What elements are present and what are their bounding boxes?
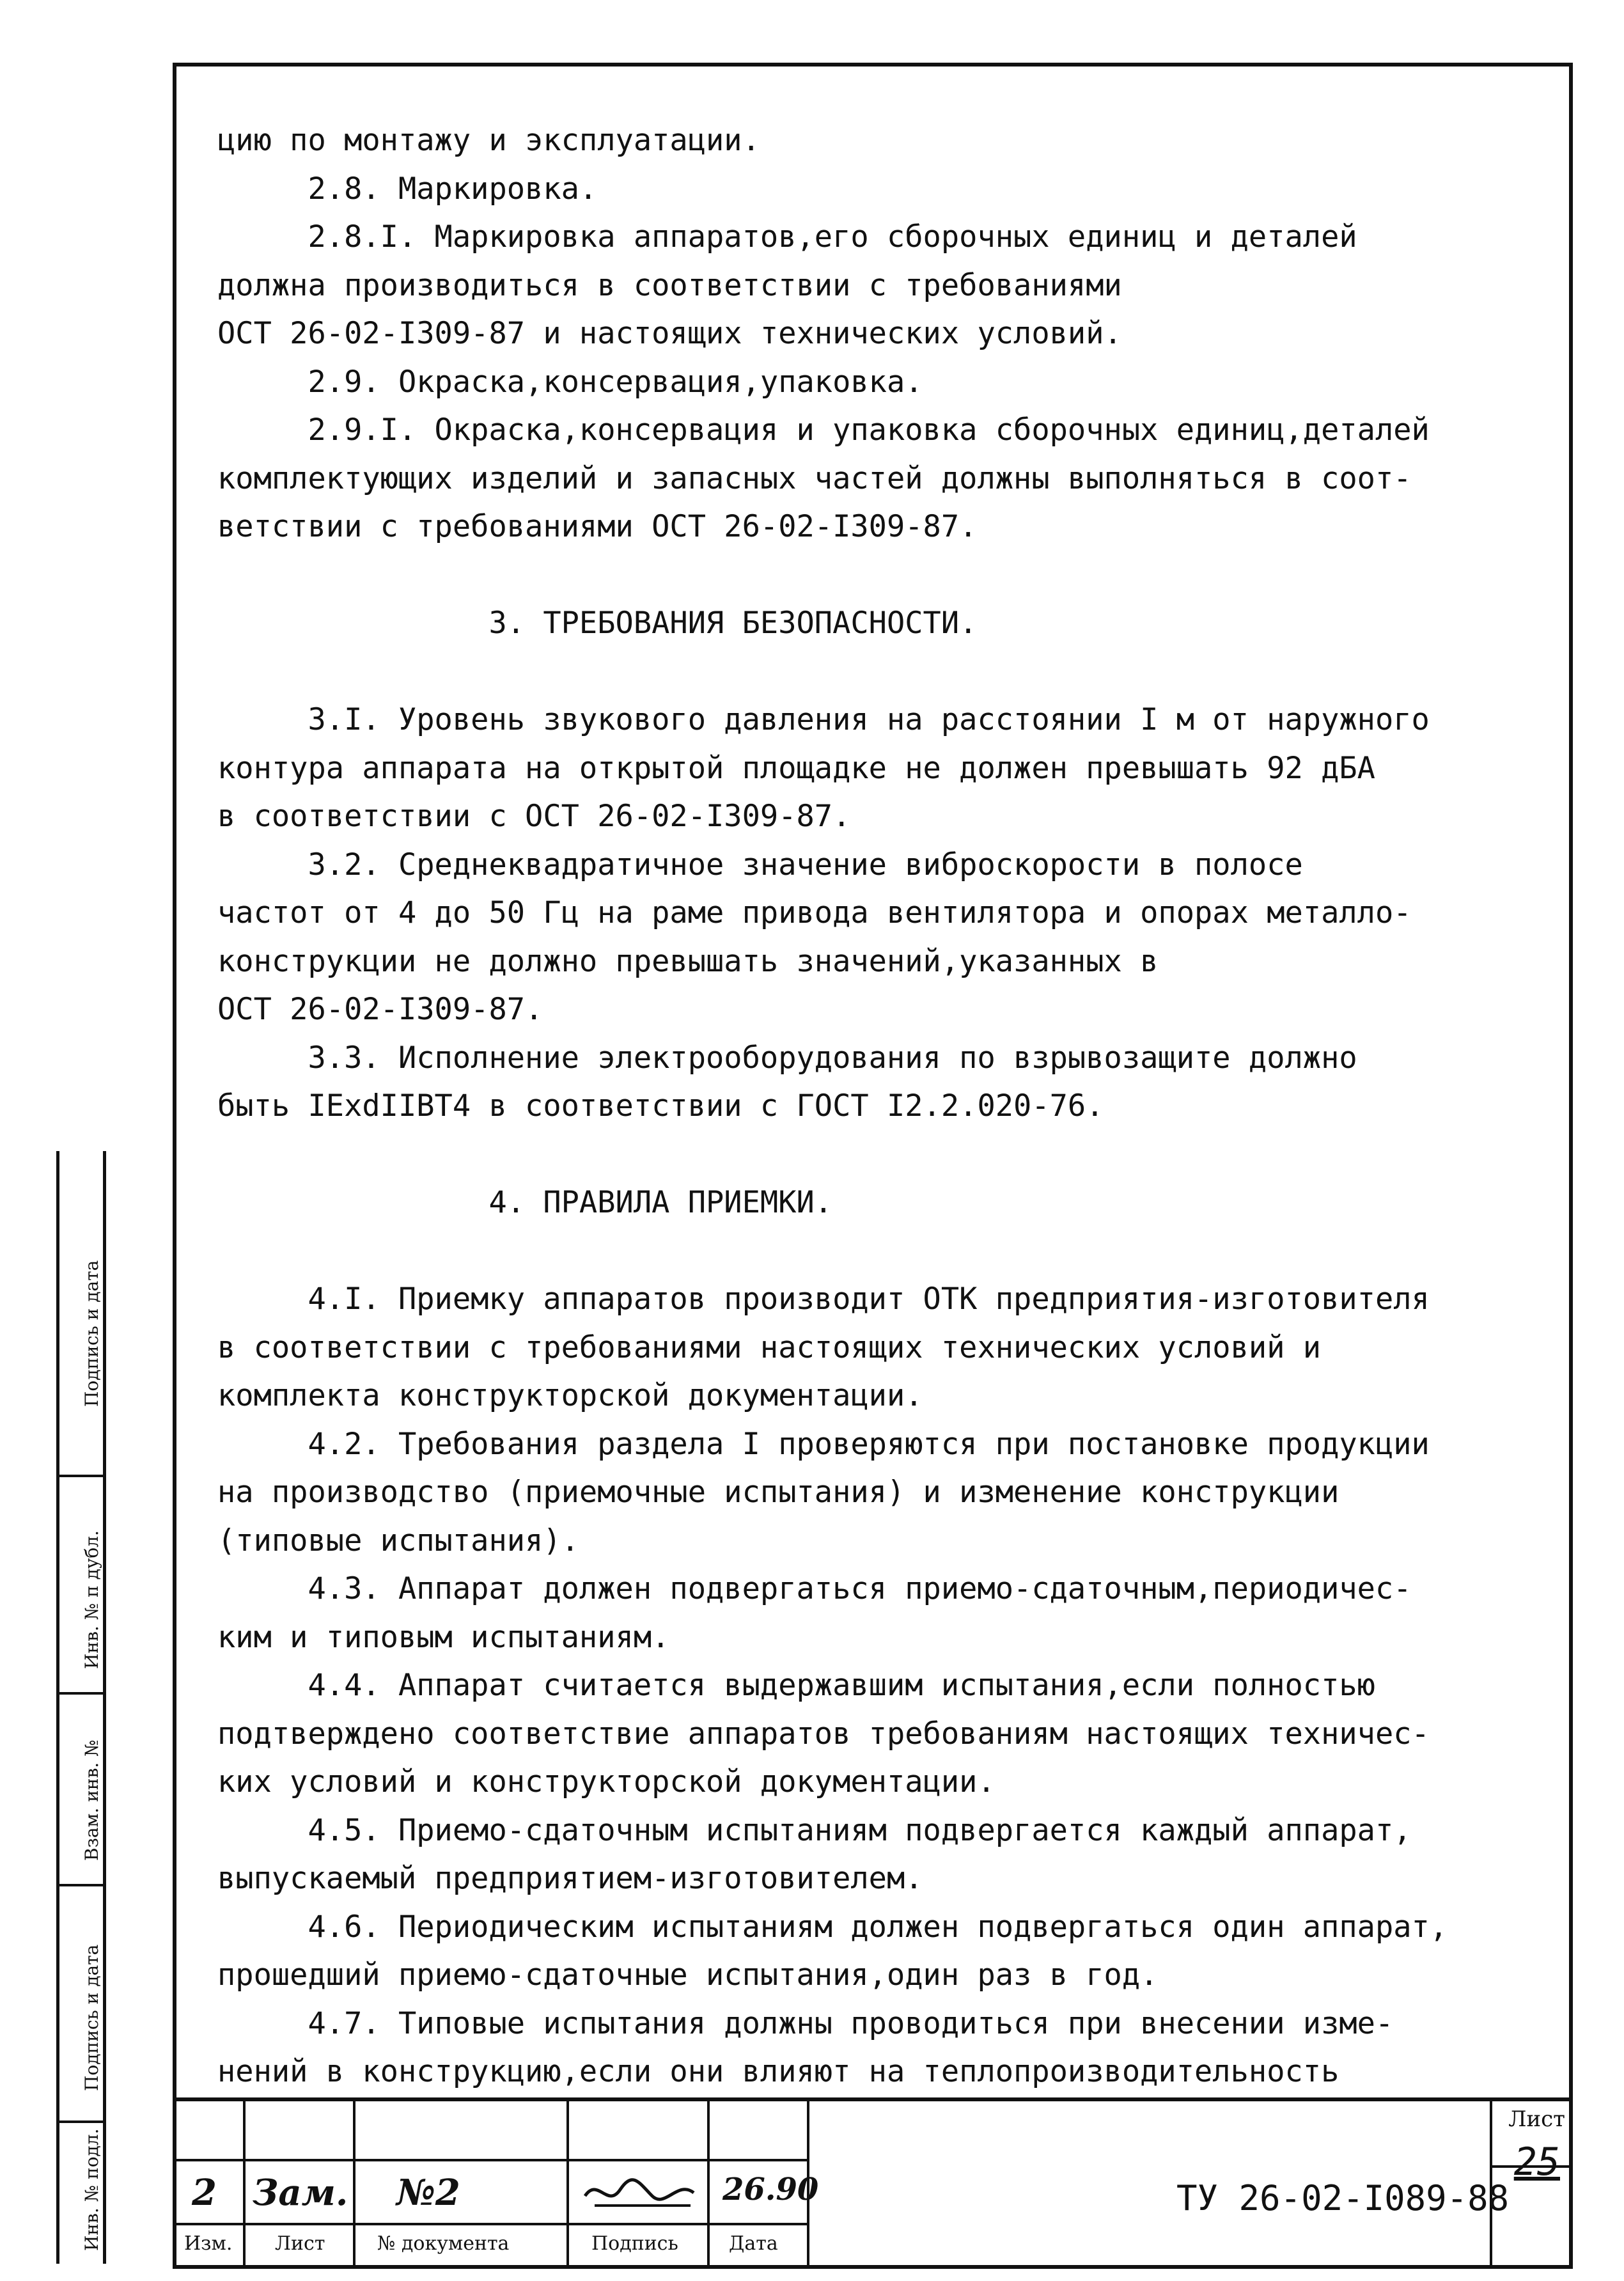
caption-sign: Подпись	[591, 2232, 678, 2255]
sheet-number: 25	[1513, 2140, 1560, 2184]
text-line: нений в конструкцию,если они влияют на теплопроизводительность	[217, 2054, 1339, 2089]
text-line: ких условий и конструкторской документации.	[217, 1764, 995, 1799]
text-line: должна производиться в соответствии с требованиями	[217, 267, 1122, 303]
rev-list: Зам.	[253, 2172, 348, 2214]
stamp-cell-vzam-inv	[59, 1695, 103, 1886]
tb-row-line	[173, 2159, 807, 2161]
stamp-cell-inv-podl	[59, 2123, 103, 2264]
text-line: частот от 4 до 50 Гц на раме привода вентилятора и опорах металло-	[217, 895, 1412, 930]
text-line: в соответствии с ОСТ 26-02-I309-87.	[217, 799, 851, 834]
text-line: прошедший приемо-сдаточные испытания,один раз в год.	[217, 1957, 1159, 1993]
text-line: 3.I. Уровень звукового давления на расстоянии I м от наружного	[217, 702, 1430, 737]
rev-date: 26.90	[722, 2172, 819, 2207]
text-line: на производство (приемочные испытания) и изменение конструкции	[217, 1475, 1339, 1510]
text-line: комплекта конструкторской документации.	[217, 1378, 923, 1413]
text-line: подтверждено соответствие аппаратов требованиям настоящих техничес-	[217, 1716, 1430, 1752]
stamp-label: Инв. № подл.	[81, 2128, 102, 2251]
text-line: быть IExdIIBT4 в соответствии с ГОСТ I2.2.020-76.	[217, 1088, 1104, 1124]
tb-divider	[243, 2101, 246, 2265]
section-heading: 3. ТРЕБОВАНИЯ БЕЗОПАСНОСТИ.	[217, 606, 978, 641]
text-line: комплектующих изделий и запасных частей должны выполняться в соот-	[217, 460, 1412, 496]
text-line: 3.3. Исполнение электрооборудования по взрывозащите должно	[217, 1040, 1357, 1076]
text-line: 4.3. Аппарат должен подвергаться приемо-сдаточным,периодичес-	[217, 1571, 1412, 1606]
text-line: 2.8.I. Маркировка аппаратов,его сборочных единиц и деталей	[217, 219, 1357, 255]
text-line: 4.I. Приемку аппаратов производит ОТК предприятия-изготовителя	[217, 1282, 1430, 1317]
tb-row-line	[173, 2223, 807, 2225]
rev-doc: №2	[396, 2172, 460, 2214]
tb-divider	[566, 2101, 569, 2265]
sheet-label: Лист	[1508, 2106, 1565, 2132]
rev-izm: 2	[192, 2172, 217, 2214]
signature-image	[582, 2170, 697, 2215]
text-line: ким и типовым испытаниям.	[217, 1619, 670, 1655]
text-line: выпускаемый предприятием-изготовителем.	[217, 1861, 923, 1896]
text-line: цию по монтажу и эксплуатации.	[217, 123, 760, 158]
text-line: 4.6. Периодическим испытаниям должен подвергаться один аппарат,	[217, 1909, 1448, 1945]
tb-divider	[707, 2101, 710, 2265]
side-stamp	[56, 1151, 106, 2264]
text-line: (типовые испытания).	[217, 1523, 579, 1558]
caption-list: Лист	[275, 2232, 325, 2255]
text-line: 4.5. Приемо-сдаточным испытаниям подвергается каждый аппарат,	[217, 1812, 1412, 1848]
stamp-label: Взам. инв. №	[81, 1739, 102, 1861]
text-line: 4.4. Аппарат считается выдержавшим испытания,если полностью	[217, 1668, 1375, 1703]
section-heading: 4. ПРАВИЛА ПРИЕМКИ.	[217, 1185, 833, 1220]
caption-date: Дата	[729, 2232, 778, 2255]
text-line: 2.8. Маркировка.	[217, 171, 598, 207]
text-line: ветствии с требованиями ОСТ 26-02-I309-87.	[217, 509, 978, 544]
document-code: ТУ 26-02-I089-88	[1176, 2178, 1510, 2218]
stamp-cell-podpis-data-2	[59, 1886, 103, 2123]
text-line: ОСТ 26-02-I309-87.	[217, 992, 543, 1027]
text-line: 4.2. Требования раздела I проверяются при постановке продукции	[217, 1426, 1430, 1462]
caption-izm: Изм.	[184, 2232, 233, 2255]
stamp-label: Подпись и дата	[81, 1944, 102, 2091]
stamp-cell-inv-dubl	[59, 1477, 103, 1695]
stamp-cell-podpis-data-1	[59, 1151, 103, 1477]
text-line: 3.2. Среднеквадратичное значение виброскорости в полосе	[217, 847, 1303, 882]
title-block	[173, 2097, 1573, 2269]
text-line: 2.9. Окраска,консервация,упаковка.	[217, 364, 923, 400]
text-line: конструкции не должно превышать значений,указанных в	[217, 943, 1159, 979]
text-line: ОСТ 26-02-I309-87 и настоящих технических условий.	[217, 316, 1122, 351]
text-line: 2.9.I. Окраска,консервация и упаковка сборочных единиц,деталей	[217, 412, 1430, 448]
caption-doc: № документа	[377, 2232, 510, 2255]
tb-divider	[353, 2101, 355, 2265]
text-line: контура аппарата на открытой площадке не должен превышать 92 дБА	[217, 750, 1375, 786]
text-line: 4.7. Типовые испытания должны проводиться при внесении изме-	[217, 2005, 1394, 2041]
text-line: в соответствии с требованиями настоящих технических условий и	[217, 1329, 1322, 1365]
stamp-label: Подпись и дата	[81, 1260, 102, 1407]
stamp-label: Инв. № п дубл.	[81, 1530, 102, 1669]
